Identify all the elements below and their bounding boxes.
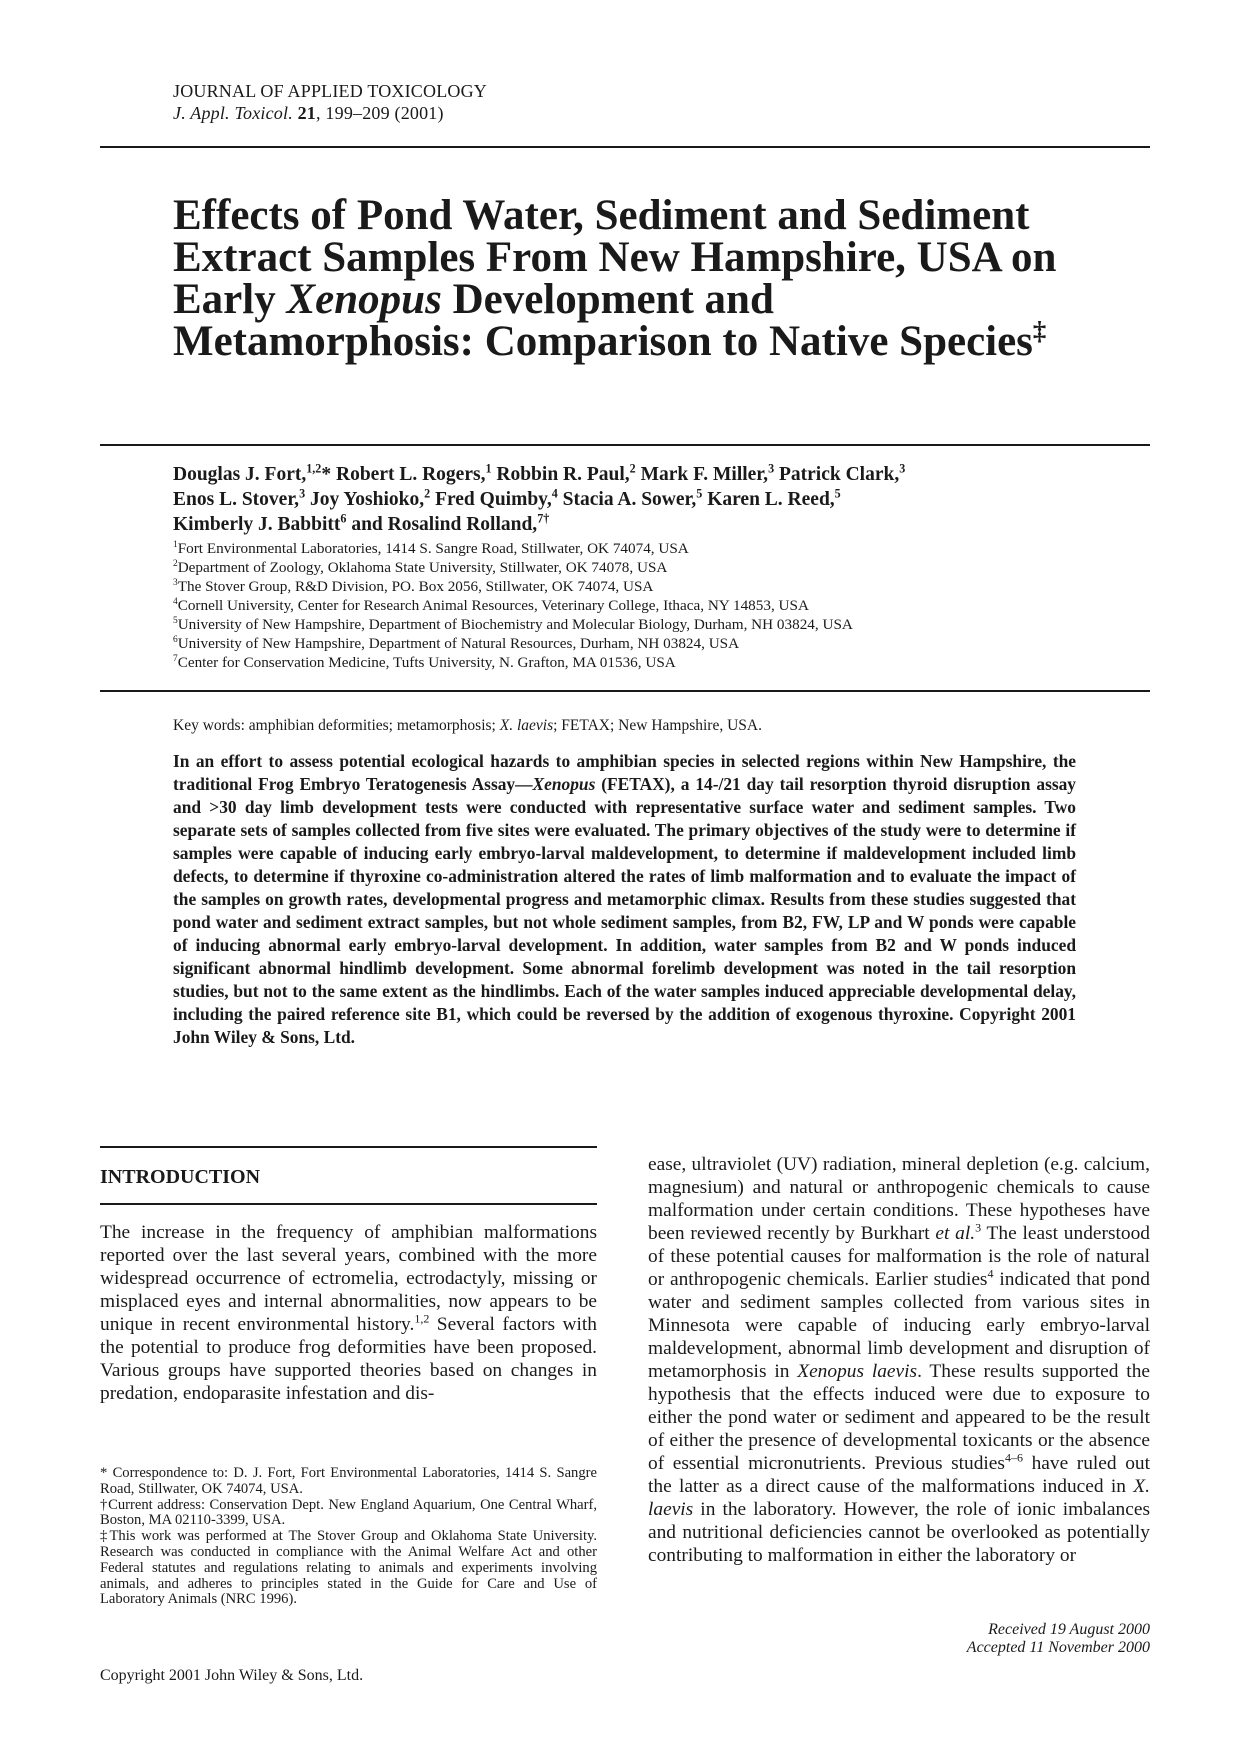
- affiliation: $^3$The Stover Group, R&D Division, PO. Box 2056, Stillwater, OK 74074, USA: [173, 577, 654, 595]
- author: and Rosalind Rolland,$^{7\dagger}$: [351, 511, 550, 535]
- citation-line: [173, 102, 487, 124]
- affiliation: $^4$Cornell University, Center for Research Animal Resources, Veterinary College, Ithaca, NY 14853, USA: [173, 596, 809, 614]
- author: Stacia A. Sower,$^5$: [562, 486, 703, 510]
- citation-volume: 21: [297, 103, 317, 123]
- footnote: ‡This work was performed at The Stover Group and Oklahoma State University. Research was conducted in compliance with the Animal Welfare Act and other Federal statutes and regulations relating to animals and experiments involving animals, and adheres to principles stated in the Guide for Care and Use of Laboratory Animals (NRC 1996).: [100, 1528, 597, 1608]
- author: Karen L. Reed,$^5$: [707, 486, 841, 510]
- citation-pages: , 199–209 (2001): [316, 103, 444, 123]
- intro-left-column: [100, 1146, 597, 1405]
- affiliation: $^1$Fort Environmental Laboratories, 1414 S. Sangre Road, Stillwater, OK 74074, USA: [173, 539, 689, 557]
- affiliation: $^7$Center for Conservation Medicine, Tufts University, N. Grafton, MA 01536, USA: [173, 653, 676, 671]
- author: Douglas J. Fort,$^{1,2}$*: [173, 461, 332, 485]
- affiliation: $^2$Department of Zoology, Oklahoma State University, Stillwater, OK 74078, USA: [173, 558, 668, 576]
- keywords: Key words: amphibian deformities; metamorphosis; X. laevis; FETAX; New Hampshire, USA.: [173, 717, 762, 734]
- section-rule-bottom: [100, 1203, 597, 1205]
- author: Robbin R. Paul,$^2$: [496, 461, 636, 485]
- author: Kimberly J. Babbitt$^6$: [173, 511, 347, 535]
- title-rule: [100, 444, 1150, 446]
- author-list: [173, 462, 1093, 537]
- author: Fred Quimby,$^4$: [435, 486, 558, 510]
- accepted-date: Accepted 11 November 2000: [966, 1639, 1150, 1656]
- footnotes: [100, 1466, 597, 1608]
- section-heading: INTRODUCTION: [100, 1166, 261, 1188]
- author: Joy Yoshioko,$^2$: [309, 486, 431, 510]
- journal-name: JOURNAL OF APPLIED TOXICOLOGY: [173, 81, 487, 101]
- author: Patrick Clark,$^3$: [778, 461, 906, 485]
- author: Robert L. Rogers,$^1$: [335, 461, 492, 485]
- affiliation: $^6$University of New Hampshire, Department of Natural Resources, Durham, NH 03824, USA: [173, 634, 740, 652]
- intro-right-column: ease, ultraviolet (UV) radiation, mineral depletion (e.g. calcium, magnesium) and natural or anthropogenic chemicals to cause malformation under certain conditions. These hypotheses have been reviewed recently by Burkhart et al.$^3$ The least understood of these potential causes for malformation is the role of natural or anthropogenic chemicals. Earlier studies$^4$ indicated that pond water and sediment samples collected from various sites in Minnesota were capable of inducing early embryo-larval maldevelopment, abnormal limb development and disruption of metamorphosis in Xenopus laevis. These results supported the hypothesis that the effects induced were due to exposure to either the pond water or sediment and appeared to be the result of either the presence of developmental toxicants or the absence of essential micronutrients. Previous studies$^{4-6}$ have ruled out the latter as a direct cause of the malformations induced in X. laevis in the laboratory. However, the role of ionic imbalances and nutritional deficiencies cannot be overlooked as potentially contributing to malformation in either the laboratory or: [648, 1154, 1150, 1566]
- header-rule: [100, 146, 1150, 148]
- article-title: [173, 192, 1073, 365]
- footnote: * Correspondence to: D. J. Fort, Fort Environmental Laboratories, 1414 S. Sangre Road, Stillwater, OK 74074, USA.: [100, 1465, 597, 1497]
- title-footnote-mark: ‡: [1032, 315, 1047, 346]
- affiliation-list: [173, 539, 1093, 672]
- abstract: In an effort to assess potential ecological hazards to amphibian species in selected regions within New Hampshire, the traditional Frog Embryo Teratogenesis Assay—Xenopus (FETAX), a 14-/21 day tail resorption thyroid disruption assay and >30 day limb development tests were conducted with representative surface water and sediment samples. Two separate sets of samples collected from five sites were evaluated. The primary objectives of the study were to determine if samples were capable of inducing early embryo-larval maldevelopment, to determine if maldevelopment included limb defects, to determine if thyroxine co-administration altered the rates of limb malformation and to evaluate the impact of the samples on growth rates, developmental progress and metamorphic climax. Results from these studies suggested that pond water and sediment extract samples, but not whole sediment samples, from B2, FW, LP and W ponds were capable of inducing abnormal early embryo-larval development. In addition, water samples from B2 and W ponds induced significant abnormal hindlimb development. Some abnormal forelimb development was noted in the tail resorption studies, but not to the same extent as the hindlimbs. Each of the water samples induced appreciable developmental delay, including the paired reference site B1, which could be reversed by the addition of exogenous thyroxine. Copyright 2001 John Wiley & Sons, Ltd.: [173, 751, 1077, 1047]
- footnote: †Current address: Conservation Dept. New England Aquarium, One Central Wharf, Boston, MA 02110-3399, USA.: [100, 1496, 597, 1529]
- affiliation-rule: [100, 690, 1150, 692]
- received-dates: [967, 1621, 1150, 1657]
- affiliation: $^5$University of New Hampshire, Department of Biochemistry and Molecular Biology, Durham, NH 03824, USA: [173, 615, 853, 633]
- journal-header: [173, 80, 487, 124]
- title-italic: Xenopus: [286, 276, 442, 323]
- title-part2: Development and Metamorphosis: Comparison to Native Species: [173, 276, 1033, 365]
- author: Mark F. Miller,$^3$: [640, 461, 775, 485]
- title-part1: Effects of Pond Water, Sediment and Sediment Extract Samples From New Hampshire, USA on Early: [173, 192, 1057, 323]
- received-date: Received 19 August 2000: [988, 1621, 1150, 1638]
- intro-paragraph-left: The increase in the frequency of amphibian malformations reported over the last several years, combined with the more widespread occurrence of ectromelia, ectrodactyly, missing or misplaced eyes and internal abnormalities, now appears to be unique in recent environmental history.$^{1,2}$ Several factors with the potential to produce frog deformities have been proposed. Various groups have supported theories based on changes in predation, endoparasite infestation and dis-: [100, 1222, 597, 1404]
- author: Enos L. Stover,$^3$: [173, 486, 306, 510]
- copyright-notice: Copyright 2001 John Wiley & Sons, Ltd.: [100, 1667, 364, 1684]
- citation-abbrev: J. Appl. Toxicol.: [173, 103, 293, 123]
